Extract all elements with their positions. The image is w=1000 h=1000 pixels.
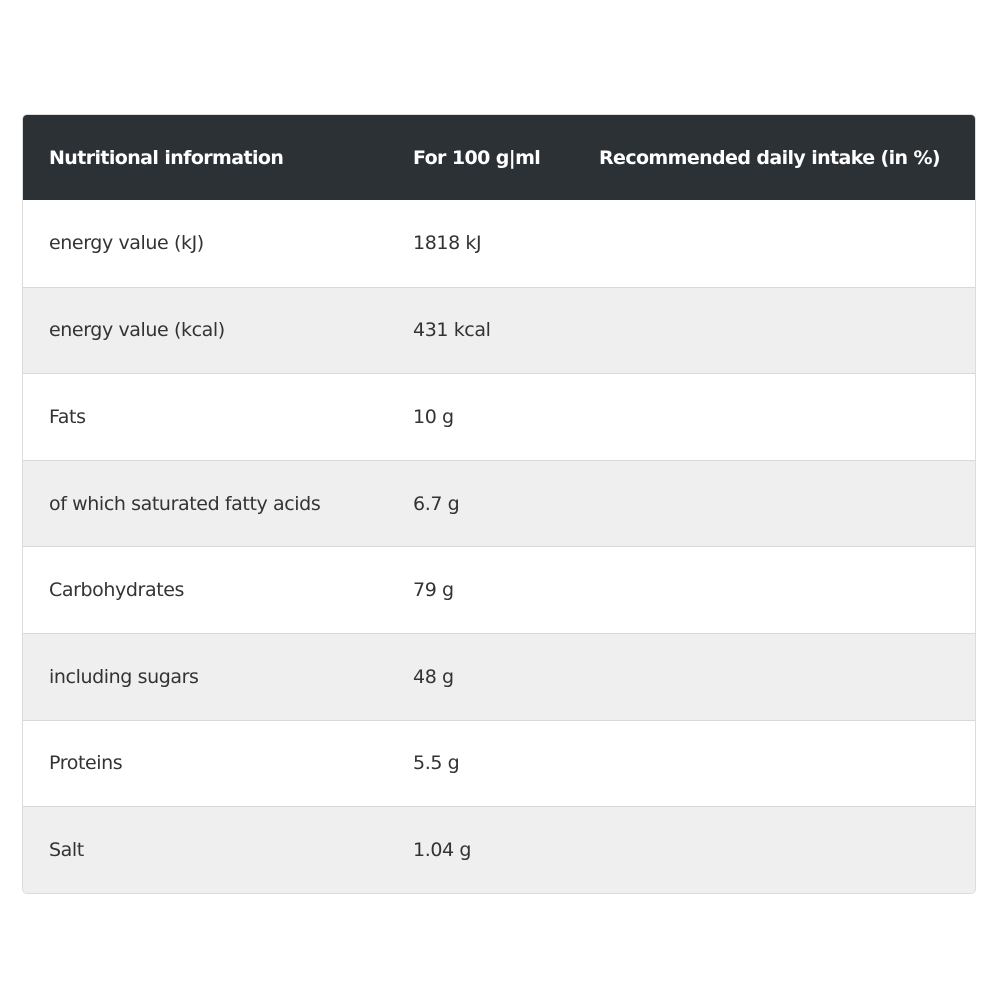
header-per-100: For 100 g|ml [413,146,541,169]
table-row [23,200,975,287]
table-row [23,633,975,720]
table-row [23,460,975,547]
nutrient-per-100: 1.04 g [413,838,472,861]
table-header-row [23,115,975,200]
nutrient-name: Carbohydrates [49,579,185,602]
table-row [23,373,975,460]
nutrient-name: Salt [49,838,84,861]
nutrient-name: of which saturated fatty acids [49,492,321,515]
nutrient-per-100: 431 kcal [413,319,491,342]
table-row [23,806,975,893]
nutrient-per-100: 1818 kJ [413,232,482,255]
table-row [23,287,975,374]
nutrient-per-100: 79 g [413,579,454,602]
nutrient-per-100: 48 g [413,665,454,688]
nutrient-per-100: 5.5 g [413,752,460,775]
table-body [23,200,975,893]
nutrient-per-100: 10 g [413,405,454,428]
nutrition-table [22,114,976,894]
table-row [23,546,975,633]
nutrient-per-100: 6.7 g [413,492,460,515]
nutrient-name: including sugars [49,665,199,688]
header-recommended-daily-intake: Recommended daily intake (in %) [599,146,941,169]
nutrient-name: Proteins [49,752,123,775]
nutrient-name: energy value (kJ) [49,232,204,255]
table-row [23,720,975,807]
header-nutritional-information: Nutritional information [49,146,284,169]
nutrient-name: energy value (kcal) [49,319,225,342]
nutrient-name: Fats [49,405,86,428]
